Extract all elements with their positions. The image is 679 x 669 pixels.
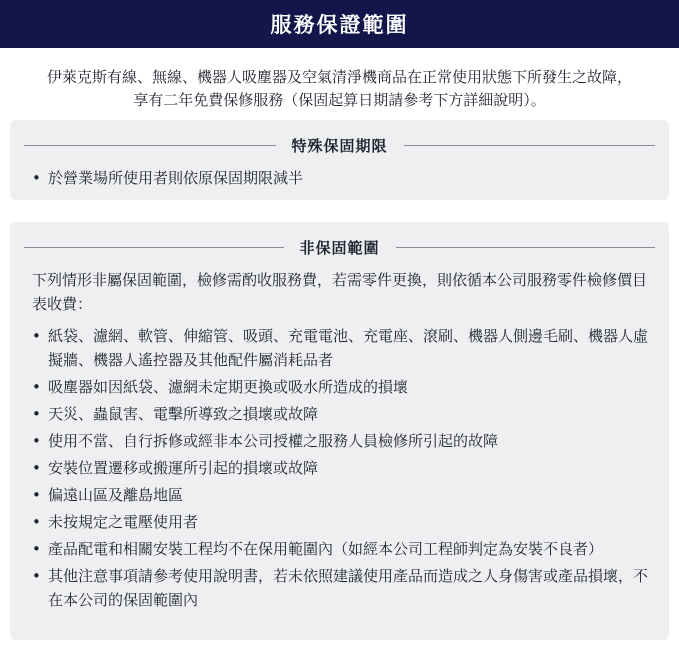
list-item	[24, 483, 655, 507]
special-warranty-panel	[10, 120, 669, 200]
bullet-icon: •	[32, 486, 41, 504]
list-item	[24, 564, 655, 612]
list-item	[24, 537, 655, 561]
bullet-icon: •	[32, 378, 41, 396]
divider-right	[396, 247, 656, 248]
special-warranty-heading	[24, 134, 655, 156]
bullet-icon: •	[32, 459, 41, 477]
list-item	[24, 375, 655, 399]
non-warranty-title: 非保固範圍	[299, 238, 380, 257]
list-item-text: 產品配電和相關安裝工程均不在保用範圍內（如經本公司工程師判定為安裝不良者）	[48, 540, 604, 558]
list-item-text: 安裝位置遷移或搬運所引起的損壞或故障	[48, 459, 319, 477]
list-item	[24, 456, 655, 480]
bullet-icon: •	[32, 405, 41, 423]
bullet-icon: •	[32, 513, 41, 531]
list-item-text: 其他注意事項請參考使用說明書，若未依照建議使用產品而造成之人身傷害或產品損壞，不在本公司的保固範圍內	[48, 567, 649, 609]
divider-right	[404, 145, 656, 146]
special-warranty-title: 特殊保固期限	[291, 136, 388, 155]
intro-text	[0, 48, 679, 118]
special-warranty-list	[24, 166, 655, 190]
list-item	[24, 402, 655, 426]
bullet-icon: •	[32, 432, 41, 450]
bullet-icon: •	[32, 327, 41, 345]
list-item	[24, 510, 655, 534]
bullet-icon: •	[32, 540, 41, 558]
divider-left	[24, 247, 284, 248]
divider-left	[24, 145, 276, 146]
non-warranty-list	[24, 324, 655, 612]
intro-line-1: 伊萊克斯有線、無線、機器人吸塵器及空氣清淨機商品在正常使用狀態下所發生之故障，	[46, 68, 632, 86]
header-banner	[0, 0, 679, 48]
intro-line-2: 享有二年免費保修服務（保固起算日期請參考下方詳細說明）。	[133, 91, 546, 109]
list-item-text: 紙袋、濾網、軟管、伸縮管、吸頭、充電電池、充電座、滾刷、機器人側邊毛刷、機器人虛擬牆、機器人遙控器及其他配件屬消耗品者	[48, 327, 649, 369]
list-item-text: 天災、蟲鼠害、電擊所導致之損壞或故障	[48, 405, 319, 423]
list-item	[24, 166, 655, 190]
list-item-text: 未按規定之電壓使用者	[48, 513, 199, 531]
list-item-text: 使用不當、自行拆修或經非本公司授權之服務人員檢修所引起的故障	[48, 432, 499, 450]
list-item	[24, 324, 655, 372]
list-item-text: 偏遠山區及離島地區	[48, 486, 184, 504]
non-warranty-panel	[10, 222, 669, 640]
page-title: 服務保證範圍	[270, 13, 409, 37]
bullet-icon: •	[32, 567, 41, 585]
bullet-icon: •	[32, 169, 41, 187]
non-warranty-description: 下列情形非屬保固範圍，檢修需酌收服務費，若需零件更換，則依循本公司服務零件檢修價目表收費：	[32, 271, 648, 313]
list-item	[24, 429, 655, 453]
list-item-text: 吸塵器如因紙袋、濾網未定期更換或吸水所造成的損壞	[48, 378, 409, 396]
list-item-text: 於營業場所使用者則依原保固期限減半	[48, 169, 304, 187]
non-warranty-heading	[24, 236, 655, 258]
